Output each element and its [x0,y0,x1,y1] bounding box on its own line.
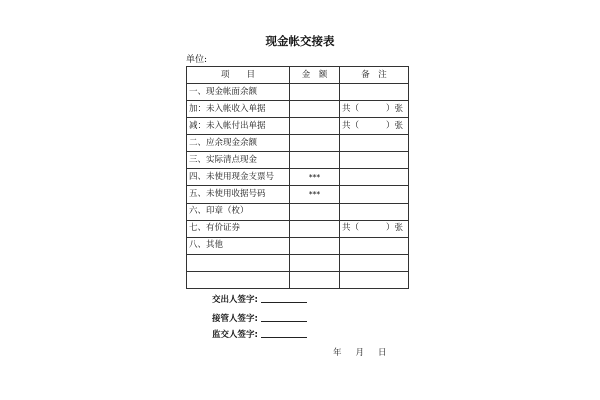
row-item [187,271,290,288]
signature-label: 监交人签字: [212,330,258,340]
note-suffix: ）张 [386,103,404,114]
row-item: 加：未入帐收入单据 [187,101,290,118]
row-note[interactable] [340,118,409,135]
table-row [187,220,409,237]
row-note[interactable] [340,152,409,169]
row-amount[interactable] [290,152,340,169]
row-amount[interactable] [290,203,340,220]
unit-label: 单位: [186,55,208,65]
row-note[interactable] [340,84,409,101]
signature-label: 交出人签字: [212,295,258,305]
handover-table [186,66,409,289]
note-prefix: 共（ [342,103,360,114]
row-amount[interactable] [290,101,340,118]
row-note[interactable] [340,220,409,237]
row-item: 五、未使用收据号码 [187,186,290,203]
row-amount[interactable]: *** [290,186,340,203]
table-row [187,169,409,186]
row-item: 一、现金帐面余额 [187,84,290,101]
row-note[interactable] [340,203,409,220]
row-note[interactable] [340,101,409,118]
row-item: 八、其他 [187,237,290,254]
note-prefix: 共（ [342,223,360,234]
note-prefix: 共（ [342,120,360,131]
table-row [187,118,409,135]
row-item: 六、印章（枚） [187,203,290,220]
date-year: 年 [333,348,342,358]
form-title: 现金帐交接表 [265,34,335,48]
note-suffix: ）张 [386,223,404,234]
signature-supervisor [212,328,307,340]
note-suffix: ）张 [386,120,404,131]
row-note[interactable] [340,271,409,288]
row-amount[interactable] [290,237,340,254]
row-item: 二、应余现金余额 [187,135,290,152]
table-row [187,101,409,118]
row-amount[interactable] [290,254,340,271]
row-amount[interactable]: *** [290,169,340,186]
row-item: 七、有价证券 [187,220,290,237]
row-amount[interactable] [290,271,340,288]
table-row [187,186,409,203]
row-amount[interactable] [290,220,340,237]
row-amount[interactable] [290,84,340,101]
signature-line[interactable] [261,302,307,303]
table-row [187,135,409,152]
header-amount: 金 额 [290,67,340,84]
row-amount[interactable] [290,135,340,152]
row-note[interactable] [340,237,409,254]
row-item [187,254,290,271]
header-row [187,67,409,84]
row-item: 减：未入帐付出单据 [187,118,290,135]
date-day: 日 [378,348,387,358]
signature-line[interactable] [261,321,307,322]
signature-receiver [212,312,307,324]
signature-handover [212,293,307,305]
table-row [187,84,409,101]
header-note: 备 注 [340,67,409,84]
table-row [187,237,409,254]
row-note[interactable] [340,186,409,203]
date-line [333,346,401,358]
date-month: 月 [355,348,365,358]
signature-line[interactable] [261,337,307,338]
row-item: 四、未使用现金支票号 [187,169,290,186]
row-note[interactable] [340,169,409,186]
row-note[interactable] [340,135,409,152]
row-note[interactable] [340,254,409,271]
table-row [187,271,409,288]
table-row [187,254,409,271]
signature-label: 接管人签字: [212,314,258,324]
table-row [187,203,409,220]
row-amount[interactable] [290,118,340,135]
header-item: 项 目 [187,67,290,84]
table-row [187,152,409,169]
row-item: 三、实际清点现金 [187,152,290,169]
